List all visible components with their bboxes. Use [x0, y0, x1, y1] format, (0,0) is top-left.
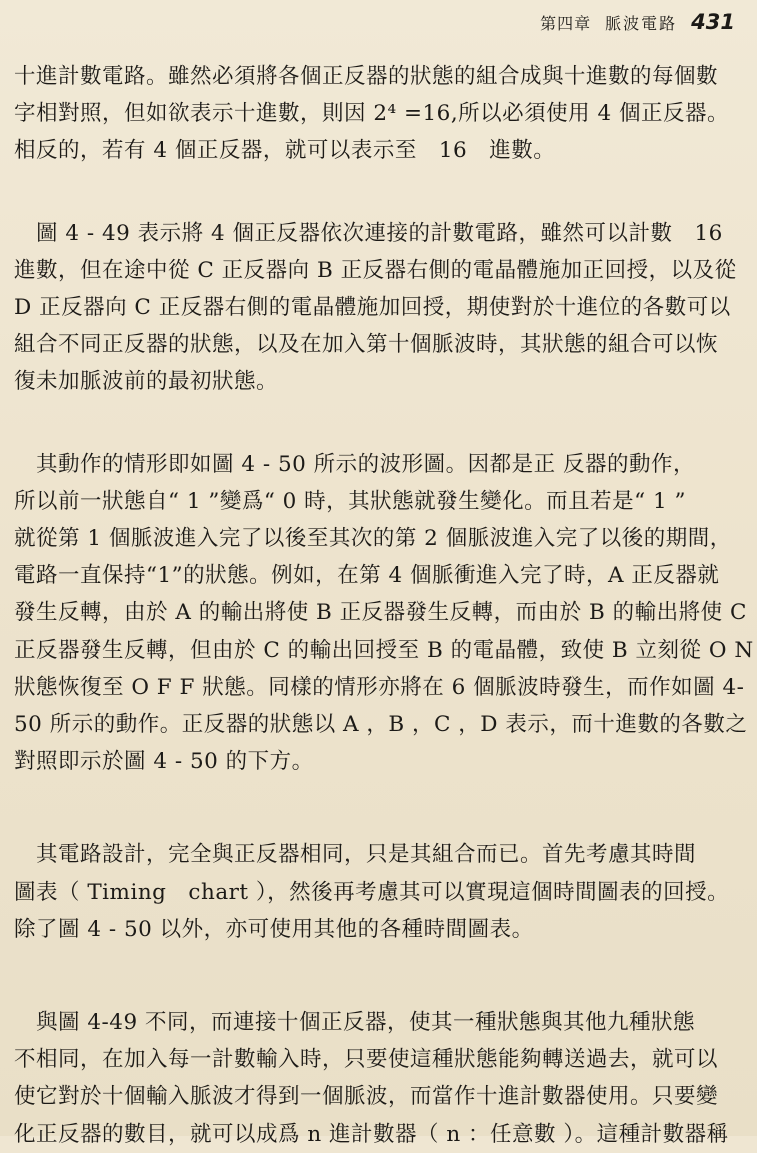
- text-line: 所以前一狀態自“ 1 ”變爲“ 0 時，其狀態就發生變化。而且若是“ 1 ”: [14, 488, 687, 514]
- text-line: 圖 4 - 49 表示將 4 個正反器依次連接的計數電路，雖然可以計數 16: [14, 220, 723, 246]
- running-header: [540, 10, 735, 34]
- paragraph-2: [14, 215, 746, 401]
- text-line: 不相同，在加入每一計數輸入時，只要使這種狀態能夠轉送過去，就可以: [14, 1047, 719, 1073]
- chapter-label: 第四章: [540, 14, 592, 33]
- chapter-title: 脈波電路: [605, 14, 678, 33]
- body-text: [14, 58, 754, 1153]
- text-line: 化正反器的數目，就可以成爲 n 進計數器（ n ：任意數 ）。這種計數器稱: [14, 1121, 729, 1147]
- paragraph-4: [14, 836, 746, 948]
- text-line: 復未加脈波前的最初狀態。: [14, 369, 279, 395]
- text-line: 正反器發生反轉，但由於 C 的輸出回授至 B 的電晶體，致使 B 立刻從 O N: [14, 637, 754, 663]
- paragraph-3: [14, 446, 754, 781]
- text-line: 就從第 1 個脈波進入完了以後至其次的第 2 個脈波進入完了以後的期間，: [14, 526, 732, 552]
- text-line: 圖表（ Timing chart ），然後再考慮其可以實現這個時間圖表的回授。: [14, 879, 730, 905]
- text-line: D 正反器向 C 正反器右側的電晶體施加回授，期使對於十進位的各數可以: [14, 295, 731, 321]
- text-line: 相反的，若有 4 個正反器，就可以表示至 16 進數。: [14, 138, 556, 164]
- text-line: 組合不同正反器的狀態，以及在加入第十個脈波時，其狀態的組合可以恢: [14, 332, 719, 358]
- text-line: 電路一直保持“1”的狀態。例如，在第 4 個脈衝進入完了時，A 正反器就: [14, 563, 720, 589]
- text-line: 字相對照，但如欲表示十進數，則因 2⁴ =16,所以必須使用 4 個正反器。: [14, 101, 730, 127]
- text-line: 使它對於十個輸入脈波才得到一個脈波，而當作十進計數器使用。只要變: [14, 1084, 719, 1110]
- paragraph-5: [14, 1004, 746, 1153]
- paragraph-1: [14, 58, 746, 170]
- text-line: 與圖 4-49 不同，而連接十個正反器，使其一種狀態與其他九種狀態: [14, 1010, 695, 1036]
- text-line: 狀態恢復至 O F F 狀態。同樣的情形亦將在 6 個脈波時發生，而作如圖 4-: [14, 674, 745, 700]
- page-number: 431: [691, 10, 735, 34]
- text-line: 進數，但在途中從 C 正反器向 B 正反器右側的電晶體施加正回授，以及從: [14, 257, 737, 283]
- text-line: 50 所示的動作。正反器的狀態以 A ，B ，C ，D 表示，而十進數的各數之: [14, 712, 748, 738]
- text-line: 其電路設計，完全與正反器相同，只是其組合而已。首先考慮其時間: [14, 842, 697, 868]
- text-line: 除了圖 4 - 50 以外，亦可使用其他的各種時間圖表。: [14, 916, 534, 942]
- text-line: 發生反轉，由於 A 的輸出將使 B 正反器發生反轉，而由於 B 的輸出將使 C: [14, 600, 747, 626]
- text-line: 其動作的情形即如圖 4 - 50 所示的波形圖。因都是正 反器的動作，: [14, 451, 695, 477]
- text-line: 十進計數電路。雖然必須將各個正反器的狀態的組合成與十進數的每個數: [14, 64, 719, 89]
- text-line: 對照即示於圖 4 - 50 的下方。: [14, 749, 314, 775]
